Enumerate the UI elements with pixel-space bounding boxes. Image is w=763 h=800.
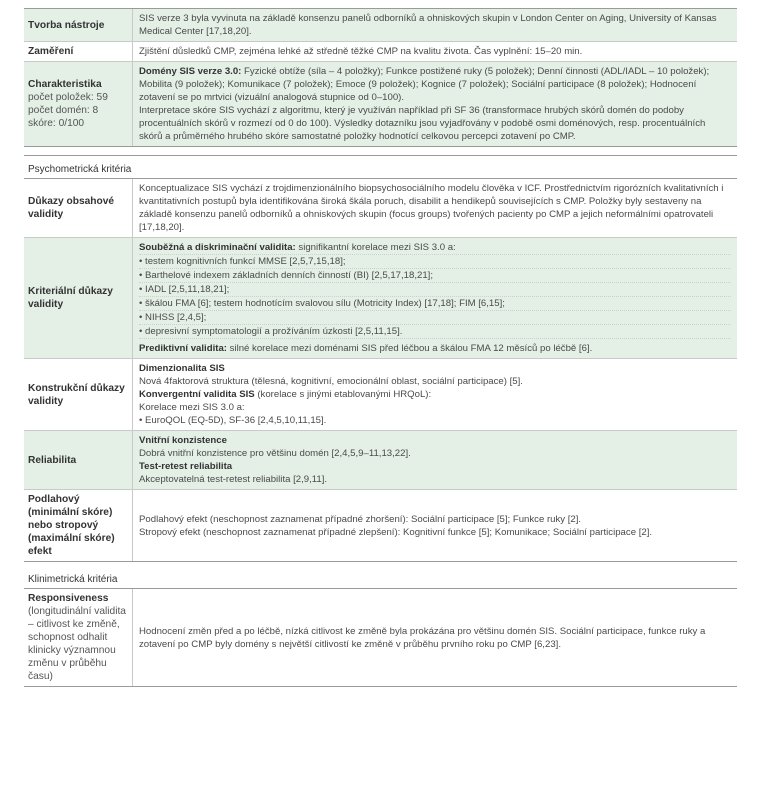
test-retest-text: Akceptovatelná test-retest reliabilita [2,9,11]. — [139, 474, 328, 485]
list-item: • EuroQOL (EQ-5D), SF-36 [2,4,5,10,11,15]. — [139, 415, 327, 426]
ceiling-effect-text: Stropový efekt (neschopnost zaznamenat případné zlepšení): Kognitivní funkce [5]; Komunikace; Sociální participace [2]. — [139, 526, 653, 538]
label-text: Responsiveness — [28, 593, 109, 604]
dimensionality-heading: Dimenzionalita SIS — [139, 363, 225, 374]
row-kriterialni — [24, 238, 737, 359]
convergent-note: (korelace s jinými etablovanými HRQoL): — [254, 389, 432, 400]
internal-consistency-text: Dobrá vnitřní konzistence pro většinu domén [2,4,5,9–11,13,22]. — [139, 448, 411, 459]
label-charakteristika — [24, 62, 132, 146]
row-konstrukcni — [24, 359, 737, 431]
value-tvorba: SIS verze 3 byla vyvinuta na základě konsenzu panelů odborníků a ohniskových skupin v London Center on Aging, University of Kansas Medical Center [17,18,20]. — [132, 9, 737, 41]
row-responsiveness — [24, 589, 737, 686]
label-text: Zaměření — [28, 46, 74, 57]
value-konstrukcni — [132, 359, 737, 430]
internal-consistency-heading: Vnitřní konzistence — [139, 435, 227, 446]
list-item: • IADL [2,5,11,18,21]; — [139, 283, 731, 297]
label-text: Tvorba nástroje — [28, 19, 105, 31]
predictive-validity-heading: Prediktivní validita: — [139, 343, 227, 354]
bottom-rule — [24, 686, 737, 687]
row-zamereni — [24, 42, 737, 62]
row-reliabilita — [24, 431, 737, 490]
label-text: Charakteristika — [28, 79, 102, 90]
domains-text: Fyzické obtíže (síla – 4 položky); Funkce postižené ruky (5 položek); Denní činnosti (ADL/IADL – 10 položek); Mobilita (9 položek); Komunikace (7 položek); Emoce (9 položek); Kognice (7 položek); Sociální participace (8 položek); Hodnocení zotavení se po mrtvici (vizuální analogová stupnice od 0–100). — [139, 66, 710, 103]
row-obsahove — [24, 179, 737, 238]
list-item: • škálou FMA [6]; testem hodnotícím svalovou sílu (Motricity Index) [17,18]; FIM [6,15]; — [139, 297, 731, 311]
label-text: Kriteriální důkazy validity — [28, 286, 113, 310]
predictive-text: silné korelace mezi doménami SIS před léčbou a škálou FMA 12 měsíců po léčbě [6]. — [226, 343, 593, 354]
correlation-text: Korelace mezi SIS 3.0 a: — [139, 402, 245, 413]
label-kriterialni — [24, 238, 132, 358]
item-count: počet položek: 59 — [28, 92, 108, 103]
domain-count: počet domén: 8 — [28, 105, 99, 116]
label-responsiveness — [24, 589, 132, 686]
floor-effect-text: Podlahový efekt (neschopnost zaznamenat případné zhoršení): Sociální participace [5]; Funkce ruky [2]. — [139, 513, 582, 525]
label-text: Důkazy obsahové validity — [28, 196, 115, 220]
row-tvorba — [24, 9, 737, 42]
value-obsahove: Konceptualizace SIS vychází z trojdimenzionálního biopsychosociálního modelu člověka v ICF. Prostřednictvím rigorózních kvalitativních i kvantitativních postupů byla identifikována široká škála poruch, disabilit a hendikepů souvisejících s CMP. Položky byly sestaveny na základě konsenzu panelů odborníků a ohniskových skupin (focus groups) tvořených pacienty po CMP a jejich neformálními opatrovateli [17,18,20]. — [132, 179, 737, 237]
value-charakteristika — [132, 62, 737, 146]
label-text: Konstrukční důkazy validity — [28, 382, 125, 407]
value-reliabilita — [132, 431, 737, 489]
value-responsiveness: Hodnocení změn před a po léčbě, nízká citlivost ke změně byla prokázána pro většinu domén SIS. Sociální participace, funkce ruky a zotavení po CMP byly domény s největší citlivostí ke změně v průběhu prvního roku po CMP [6,23]. — [132, 589, 737, 686]
value-zamereni: Zjištění důsledků CMP, zejména lehké až středně těžké CMP na kvalitu života. Čas vyplnění: 15–20 min. — [132, 42, 737, 61]
value-kriterialni — [132, 238, 737, 358]
score-range: skóre: 0/100 — [28, 118, 85, 129]
list-item: • testem kognitivních funkcí MMSE [2,5,7,15,18]; — [139, 255, 731, 269]
section-clinimetric: Klinimetrická kritéria — [24, 562, 737, 589]
label-konstrukcni — [24, 359, 132, 430]
row-charakteristika — [24, 62, 737, 147]
dimensionality-text: Nová 4faktorová struktura (tělesná, kognitivní, emocionální oblast, sociální participace) [5]. — [139, 376, 523, 387]
test-retest-heading: Test-retest reliabilita — [139, 461, 233, 472]
domains-heading: Domény SIS verze 3.0: — [139, 66, 242, 77]
label-reliabilita — [24, 431, 132, 489]
interpretation-text: Interpretace skóre SIS vychází z algoritmu, který je využíván například při SF 36 (transformace hrubých skórů domén do podoby procentuálních skórů v rozmezí od 0 do 100). Výsledky dotazníku jsou vyjadřovány v podobě osmi doménových, resp. procentuálních skórů a průměrného hrubého skóre samostatné položky hodnotící celkovou percepci zotavení po CMP. — [139, 105, 706, 142]
list-item: • NIHSS [2,4,5]; — [139, 311, 731, 325]
concurrent-intro: signifikantní korelace mezi SIS 3.0 a: — [295, 242, 456, 253]
concurrent-validity-heading: Souběžná a diskriminační validita: — [139, 242, 296, 253]
label-obsahove — [24, 179, 132, 237]
convergent-validity-heading: Konvergentní validita SIS — [139, 389, 255, 400]
value-podlahovy — [132, 490, 737, 561]
label-podlahovy — [24, 490, 132, 561]
row-podlahovy — [24, 490, 737, 562]
section-psychometric: Psychometrická kritéria — [24, 155, 737, 179]
list-item: • Barthelové indexem základních denních činností (BI) [2,5,17,18,21]; — [139, 269, 731, 283]
list-item: • depresivní symptomatologií a prožíváním úzkosti [2,5,11,15]. — [139, 325, 731, 339]
label-zamereni — [24, 42, 132, 61]
label-text: Reliabilita — [28, 454, 77, 466]
label-subtext: (longitudinální validita – citlivost ke změně, schopnost odhalit klinicky významnou změnu v průběhu času) — [28, 606, 126, 682]
label-tvorba — [24, 9, 132, 41]
label-text: Podlahový (minimální skóre) nebo stropový (maximální skóre) efekt — [28, 494, 115, 557]
